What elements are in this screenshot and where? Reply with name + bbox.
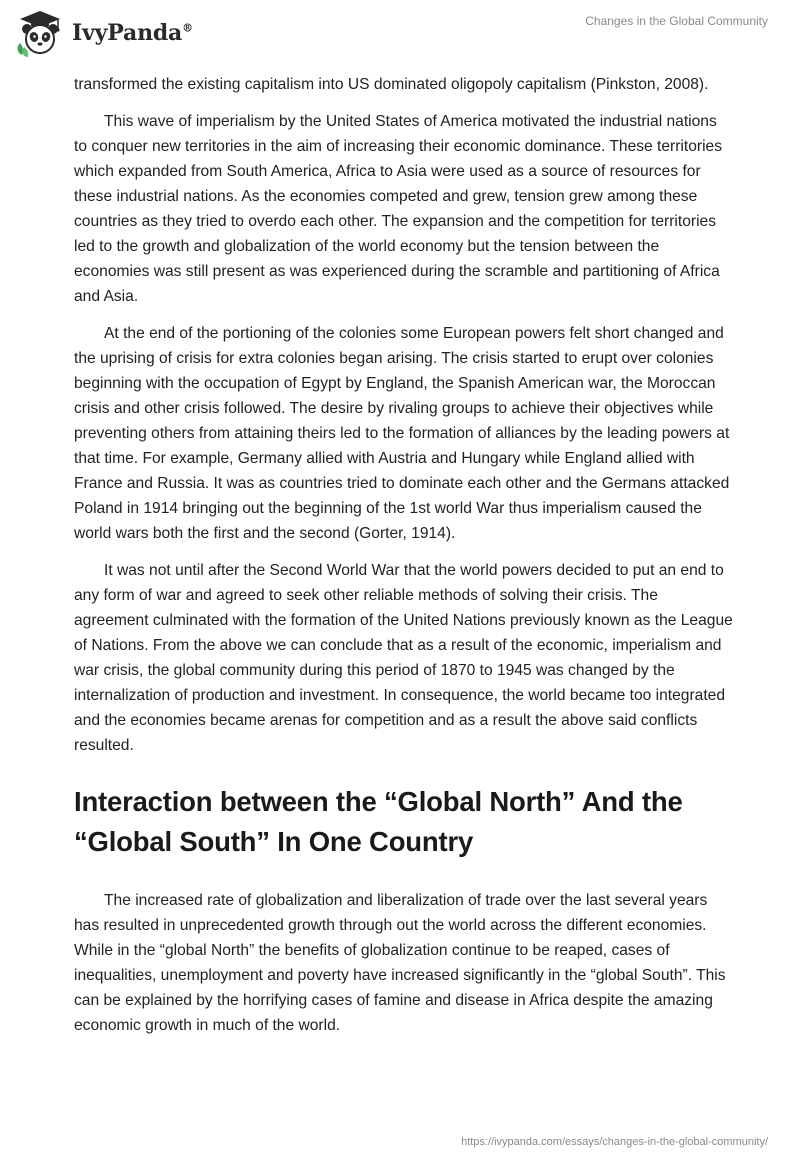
panda-graduate-icon — [14, 7, 66, 59]
registered-mark: ® — [182, 21, 193, 35]
logo-text: IvyPanda — [72, 20, 183, 46]
source-url[interactable]: https://ivypanda.com/essays/changes-in-the-global-community/ — [461, 1136, 768, 1148]
essay-content — [74, 72, 734, 1050]
paragraph: transformed the existing capitalism into US dominated oligopoly capitalism (Pinkston, 2008). — [74, 76, 709, 93]
logo-wordmark — [72, 20, 193, 46]
page-title: Changes in the Global Community — [585, 14, 768, 28]
paragraph: It was not until after the Second World War that the world powers decided to put an end to any form of war and agreed to seek other reliable methods of solving their crisis. The agreement culminated with the formation of the United Nations previously known as the League of Nations. From the above we can conclude that as a result of the economic, imperialism and war crisis, the global community during this period of 1870 to 1945 was changed by the internalization of production and investment. In consequence, the world became too integrated and the economies became arenas for competition and as a result the above said conflicts resulted. — [74, 562, 733, 754]
paragraph: This wave of imperialism by the United States of America motivated the industrial nations to conquer new territories in the aim of increasing their economic dominance. These territories which expanded from South America, Africa to Asia were used as a source of resources for these industrial nations. As the economies competed and grew, tension grew among these countries as they tried to overdo each other. The expansion and the competition for territories led to the growth and globalization of the world economy but the tension between the economies was still present as was experienced during the scramble and partitioning of Africa and Asia. — [74, 113, 723, 305]
page-header — [0, 0, 800, 70]
section-heading: Interaction between the “Global North” And the “Global South” In One Country — [74, 786, 683, 857]
paragraph: The increased rate of globalization and liberalization of trade over the last several years has resulted in unprecedented growth through out the world across the different economies. While in the “global North” the benefits of globalization continue to be reaped, cases of inequalities, unemployment and poverty have increased significantly in the “global South”. This can be explained by the horrifying cases of famine and disease in Africa despite the amazing economic growth in much of the world. — [74, 892, 726, 1034]
ivypanda-logo[interactable] — [14, 7, 193, 59]
paragraph: At the end of the portioning of the colonies some European powers felt short changed and the uprising of crisis for extra colonies began arising. The crisis started to erupt over colonies beginning with the occupation of Egypt by England, the Spanish American war, the Moroccan crisis and other crisis followed. The desire by rivaling groups to achieve their objectives while preventing others from attaining theirs led to the formation of alliances by the leading powers at that time. For example, Germany allied with Austria and Hungary while England allied with France and Russia. It was as countries tried to dominate each other and the Germans attacked Poland in 1914 bringing out the beginning of the 1st world War thus imperialism caused the world wars both the first and the second (Gorter, 1914). — [74, 325, 730, 542]
